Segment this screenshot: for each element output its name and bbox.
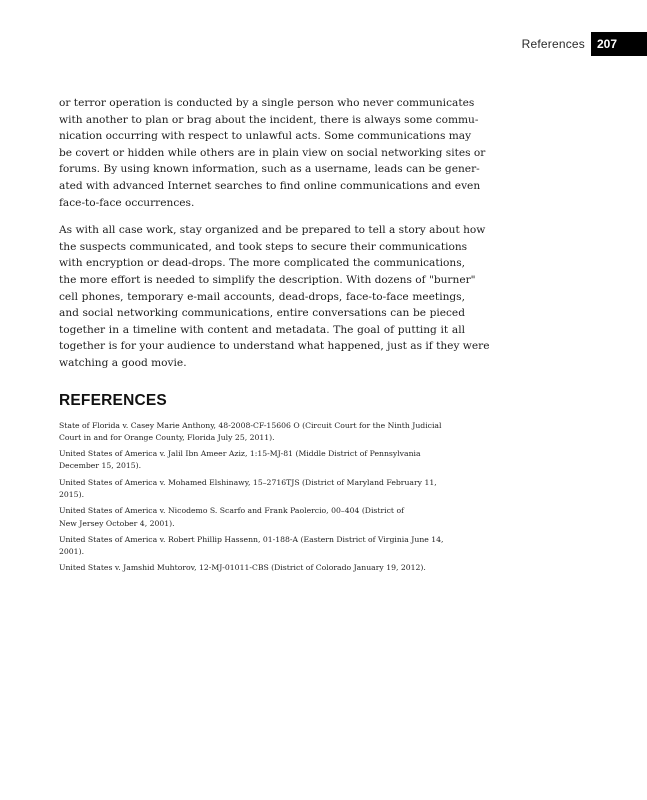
- reference-item: [59, 477, 465, 502]
- reference-line: December 15, 2015).: [59, 461, 142, 471]
- reference-line: State of Florida v. Casey Marie Anthony, 48-2008-CF-15606 O (Circuit Court for the Ninth Judicial: [59, 420, 442, 430]
- page-body: [59, 95, 490, 579]
- reference-line: United States of America v. Mohamed Elshinawy, 15–2716TJS (District of Maryland February 11,: [59, 477, 437, 487]
- reference-line: New Jersey October 4, 2001).: [59, 518, 175, 528]
- text-line: face-to-face occurrences.: [59, 196, 195, 209]
- reference-line: United States of America v. Nicodemo S. Scarfo and Frank Paolercio, 00–404 (District of: [59, 506, 404, 516]
- reference-line: United States of America v. Robert Phillip Hassenn, 01-188-A (Eastern District of Virginia June 14,: [59, 534, 444, 544]
- page-number: 207: [591, 32, 647, 56]
- text-line: together is for your audience to understand what happened, just as if they were: [59, 340, 490, 353]
- reference-item: [59, 534, 465, 559]
- text-line: cell phones, temporary e-mail accounts, dead-drops, face-to-face meetings,: [59, 290, 465, 303]
- text-line: with another to plan or brag about the incident, there is always some commu-: [59, 113, 479, 126]
- text-line: and social networking communications, entire conversations can be pieced: [59, 307, 465, 320]
- text-line: together in a timeline with content and metadata. The goal of putting it all: [59, 323, 465, 336]
- text-line: forums. By using known information, such as a username, leads can be gener-: [59, 163, 480, 176]
- paragraph: [59, 222, 490, 371]
- reference-line: Court in and for Orange County, Florida July 25, 2011).: [59, 432, 275, 442]
- reference-line: United States of America v. Jalil Ibn Ameer Aziz, 1:15-MJ-81 (Middle District of Pennsylvania: [59, 449, 421, 459]
- reference-item: [59, 448, 465, 473]
- running-header: [522, 32, 647, 56]
- reference-line: 2001).: [59, 547, 85, 557]
- reference-item: [59, 505, 465, 530]
- references-heading: REFERENCES: [59, 391, 167, 409]
- paragraph: [59, 95, 486, 211]
- reference-item: [59, 562, 465, 574]
- text-line: with encryption or dead-drops. The more complicated the communications,: [59, 257, 465, 270]
- text-line: or terror operation is conducted by a single person who never communicates: [59, 97, 475, 109]
- references-list: [59, 420, 465, 575]
- text-line: the suspects communicated, and took steps to secure their communications: [59, 240, 468, 253]
- text-line: the more effort is needed to simplify the description. With dozens of "burner": [59, 273, 476, 286]
- reference-line: United States v. Jamshid Muhtorov, 12-MJ-01011-CBS (District of Colorado January 19, 2012).: [59, 563, 426, 573]
- reference-item: [59, 420, 465, 445]
- text-line: ated with advanced Internet searches to find online communications and even: [59, 179, 481, 192]
- text-line: be covert or hidden while others are in plain view on social networking sites or: [59, 146, 486, 159]
- text-line: As with all case work, stay organized and be prepared to tell a story about how: [59, 224, 486, 237]
- text-line: nication occurring with respect to unlawful acts. Some communications may: [59, 130, 472, 143]
- text-line: watching a good movie.: [59, 356, 187, 369]
- reference-line: 2015).: [59, 489, 85, 499]
- running-title: References: [521, 37, 585, 51]
